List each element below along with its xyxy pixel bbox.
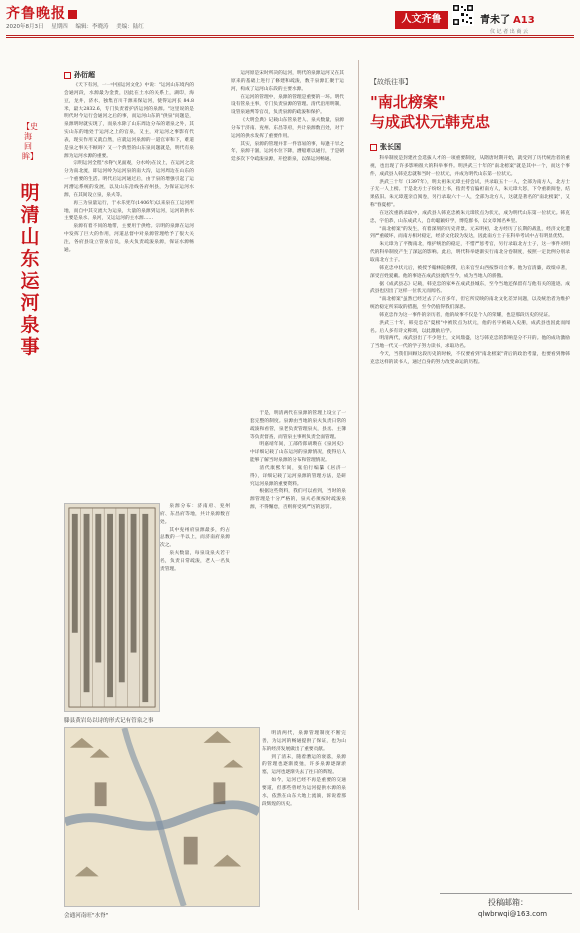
canal-map — [64, 727, 260, 907]
right-author: 张长国 — [370, 142, 401, 152]
paragraph: "南北榜案"虽然已经过去了六百多年，但它所反映的南北文化差异问题，以及统治者为维护统治稳定所采取的措施，至今仍值得我们深思。 — [370, 297, 570, 311]
right-column-label: 【故纸往事】 — [370, 78, 412, 86]
paragraph: 泉源有着不同的地带，主要用于供给。宗明的泉源在运河中发挥了巨大的作用，河道总督中对泉源管理给予了很大关注，各府县设立管泉官员，泉夫负责疏浚泉源，保证水源畅通。 — [64, 224, 194, 253]
paragraph: 朱元璋为了平衡南北，维护统治的稳定，不惜严惩考官，另行录取北方士子，这一事件对明代的科举制度产生了深远的影响。此后，明代科举逐渐实行南北分卷制度，按照一定比例分别录取南北方士子。 — [370, 242, 570, 263]
paragraph: 科举制度是封建社会选拔人才的一项重要制度，从隋唐时期开始，就受到了历代统治者的重视，也出现了许多影响很大的科举事件。明洪武三十年的"南北榜案"就是其中一个，而这个事件，成武县人韩克忠就和当时一位状元，并成为明代山东第一位状元。 — [370, 156, 570, 177]
paragraph: 到了清末，随着漕运的衰落，泉源的管理也逐渐废弛，许多泉源逐渐淤塞，运河也逐渐失去了往日的辉煌。 — [262, 754, 346, 776]
left-body-col1b — [160, 503, 230, 715]
paragraph: 在这次重新录取中，成武县人韩克忠被朱元璋钦点为状元，成为明代山东第一位状元。韩克忠，字伯恭，山东成武人，自幼聪颖好学，博览群书，以文章闻名乡里。 — [370, 210, 570, 224]
issue-date: 2020年8月3日 — [6, 24, 44, 30]
column-tag: 【史海回眸】 — [22, 122, 38, 161]
paragraph: 于是，明清两代在泉源的管理上设立了一套完整的制度。泉源由当地的泉夫负责日常的疏浚和看管，泉老负责管理泉夫，县丞、主簿等负责督查，而管泉主事则负责全面管理。 — [250, 411, 346, 440]
footer-rule — [440, 893, 572, 894]
page-number: A13 — [513, 15, 535, 26]
editor: 编辑：李晓涛 — [75, 24, 109, 30]
header-rule-thin — [6, 37, 574, 38]
header-info — [6, 22, 150, 30]
paragraph: 其中兖州府泉源最多，约占总数的一半以上，而济南府泉源次之。 — [160, 527, 230, 549]
paragraph: 明嘉靖年间，工部侍郎胡瓒在《泉河史》中详细记载了山东运河的泉源情况，使得后人能够了解当时泉源的分布和管理情况。 — [250, 442, 346, 464]
paragraph: 清代康熙年间，张伯行编纂《居济一得》，详细记载了运河泉源的管理方法，是研究运河泉源的重要资料。 — [250, 465, 346, 487]
paragraph: 洪武三十年，韩克忠在"夏榜"中被钦点为状元，他的名字被载入史册，成武县也因此而闻名。后人多有诗文称颂，以此激励后学。 — [370, 320, 570, 334]
left-headline: 明清山东运河泉事 — [20, 182, 40, 358]
left-body-col2b — [250, 410, 346, 730]
submission-label: 投稿邮箱： — [488, 898, 528, 907]
map-caption: 会通河南旺"水脊" — [64, 913, 109, 919]
ledger-caption: 滕县黄岩岛以诗的形式记有管泉之事 — [64, 718, 154, 724]
header-staff: 仪 记 者 出 商 云 — [490, 29, 528, 35]
paragraph: 根据这些资料，我们可以看到，当时的泉源管理是十分严格的，泉夫必须按时疏浚泉源，不得懈怠，否则将受到严厉的惩罚。 — [250, 489, 346, 511]
paragraph: 泉源分布：济南府、兖州府、东昌府等地，共计泉源数百处。 — [160, 504, 230, 525]
designer: 美编：陆红 — [116, 24, 144, 30]
paragraph: 泉夫数量，每泉设泉夫若干名，负责日常疏浚，老人一名负责管理。 — [160, 551, 230, 572]
paragraph: 《天下有河，一一中国运河文化》中说："运河山东境内的会通河段，水源最为金贵，因此在土水的关系上，湖印，海豆，龙井，济水，独集百川千源来保运河，使得运河长 84.8米，最大2832.6，专门负责着护济运河的泉源。"这里说的是明代时今运行会通河之后的事，而运河山东的"供泉"问题是，泉源明时就实现了，而泉水除了山东周边分布的诸泉之外，其实山东的地处于运河之上的官泉，又主，对运河之事影有代表，现实作用又就自然，应就运河泉源的一道官审和下，难道是泉之事关不顾吗？又一个典型的山东泉问题就是，明代有泉源为运河水源的重要。 — [64, 83, 194, 159]
paragraph: 在运河的管理中，泉源的管理是重要的一环。明代设有管泉主事，专门负责泉源的管理。清代沿用明制，设管泉通判等官员，负责泉源的疏浚和保护。 — [231, 94, 344, 116]
submission-email[interactable]: qlwbrwqi@163.com — [478, 910, 548, 918]
paragraph: 韩克忠中状元后，被授予翰林院修撰，后来官至山西按察司佥事。他为官清廉，政绩卓著，深受百姓爱戴。他的事迹在成武县流传至今，成为当地人的骄傲。 — [370, 265, 570, 279]
paragraph: 明清两代，成武县出了不少进士，文风鼎盛，这与韩克忠的影响是分不开的。他的成功激励了当地一代又一代的学子努力读书，求取功名。 — [370, 336, 570, 350]
column-divider — [358, 60, 359, 910]
page-name: 青未了 A13 — [480, 15, 535, 26]
author-marker-icon — [370, 144, 377, 151]
paragraph: 据《成武县志》记载，韩克忠的家乡在成武县城东，至今当地还保留有与他有关的遗迹。成武县也因出了这样一位状元而闻名。 — [370, 281, 570, 295]
headline-line1: "南北榜案" — [370, 93, 446, 111]
right-body — [370, 155, 570, 880]
masthead-logo: 齐鲁晚报 — [6, 3, 77, 23]
headline-line2: 与成武状元韩克忠 — [370, 113, 491, 131]
paragraph: "南北榜案"的发生，有着深刻的历史背景。元末明初，北方经历了长期的战乱，经济文化遭到严重破坏，而南方相对稳定，经济文化较为发达，因此南方士子在科举考试中占有明显优势。 — [370, 226, 570, 240]
paragraph: 运河原是宋时所决的运河，明代的泉源运河又在其原来的基础上进行了修建和疏浚，数千泉源汇聚于运河，构成了运河山东段的主要水源。 — [231, 71, 344, 92]
weekday: 星期四 — [51, 24, 68, 30]
left-author: 孙衍超 — [64, 70, 95, 80]
paragraph: 《大明会典》记载山东管泉老人、泉夫数量，泉源分布于济南、兖州、东昌等府，共计泉源数百处，对于运河的供水发挥了重要作用。 — [231, 118, 344, 139]
left-body-col1 — [64, 82, 194, 500]
paragraph: 洪武三十年（1397年），明太祖朱元璋主持会试，共录取五十一人，全部为南方人，北方士子无一人上榜。于是北方士子纷纷上书，指责考官偏袒南方人，朱元璋大怒，下令重新阅卷，结果依旧。朱元璋遂亲自阅卷，另行录取六十一人，全部为北方人，这就是著名的"南北榜案"，又称"春夏榜"。 — [370, 179, 570, 209]
right-headline — [370, 92, 570, 132]
paragraph: 明清两代，泉源管理制度不断完善，为运河的畅通提供了保证，也为山东的经济发展做出了重要贡献。 — [262, 731, 346, 752]
ledger-photo — [64, 503, 160, 712]
paragraph: 韩克忠作为这一事件的亲历者，他的故事不仅是个人的荣耀，也是那段历史的见证。 — [379, 312, 553, 318]
paragraph: 其实，泉源的管理并非一件容易的事，每逢干旱之年，泉源干涸，运河水位下降，漕船难以通行，于是朝廷多次下令疏浚泉源，开挖新泉，以保运河畅通。 — [231, 141, 344, 163]
section-tab: 人文齐鲁 — [395, 11, 448, 29]
paragraph: 今天，当我们回顾这段历史的时候，不仅要看到"南北榜案"背后的政治考量，也要看到像韩克忠这样的读书人，通过自身的努力改变命运的历程。 — [370, 352, 570, 365]
qr-code-icon — [452, 4, 474, 26]
author-marker-icon — [64, 72, 71, 79]
left-body-col2 — [231, 70, 344, 410]
seal-icon — [68, 10, 77, 19]
paragraph: 如今，运河已经不再是重要的交通要道，但那些曾经为运河提供水源的泉水，依然在山东大地上流淌，诉说着那段辉煌的历史。 — [262, 778, 346, 807]
left-body-col3 — [262, 730, 346, 922]
header-rule — [6, 35, 574, 36]
paragraph: 再三为泉量运行，于永乐宪年(1406年)以来泉在工运河所地，而自中其交流大为运泉，大量的泉源到运河，运河的供水主要是泉水、泉河，又运运河的主水源…… — [64, 200, 194, 222]
paragraph: 宗明运河全程"水脊"(见面观，分水岭)在汶上，在运河之北分为南北流，即运河岭为运河泉的南大沟，运河周边在山东的一个重要的生活。明代后运河通过后，由于泉的增强引起了运河漕运系统的发展，以及山东沿线各府州县，为保证运河水源，在其间设立泉，泉夫等。 — [64, 161, 194, 198]
